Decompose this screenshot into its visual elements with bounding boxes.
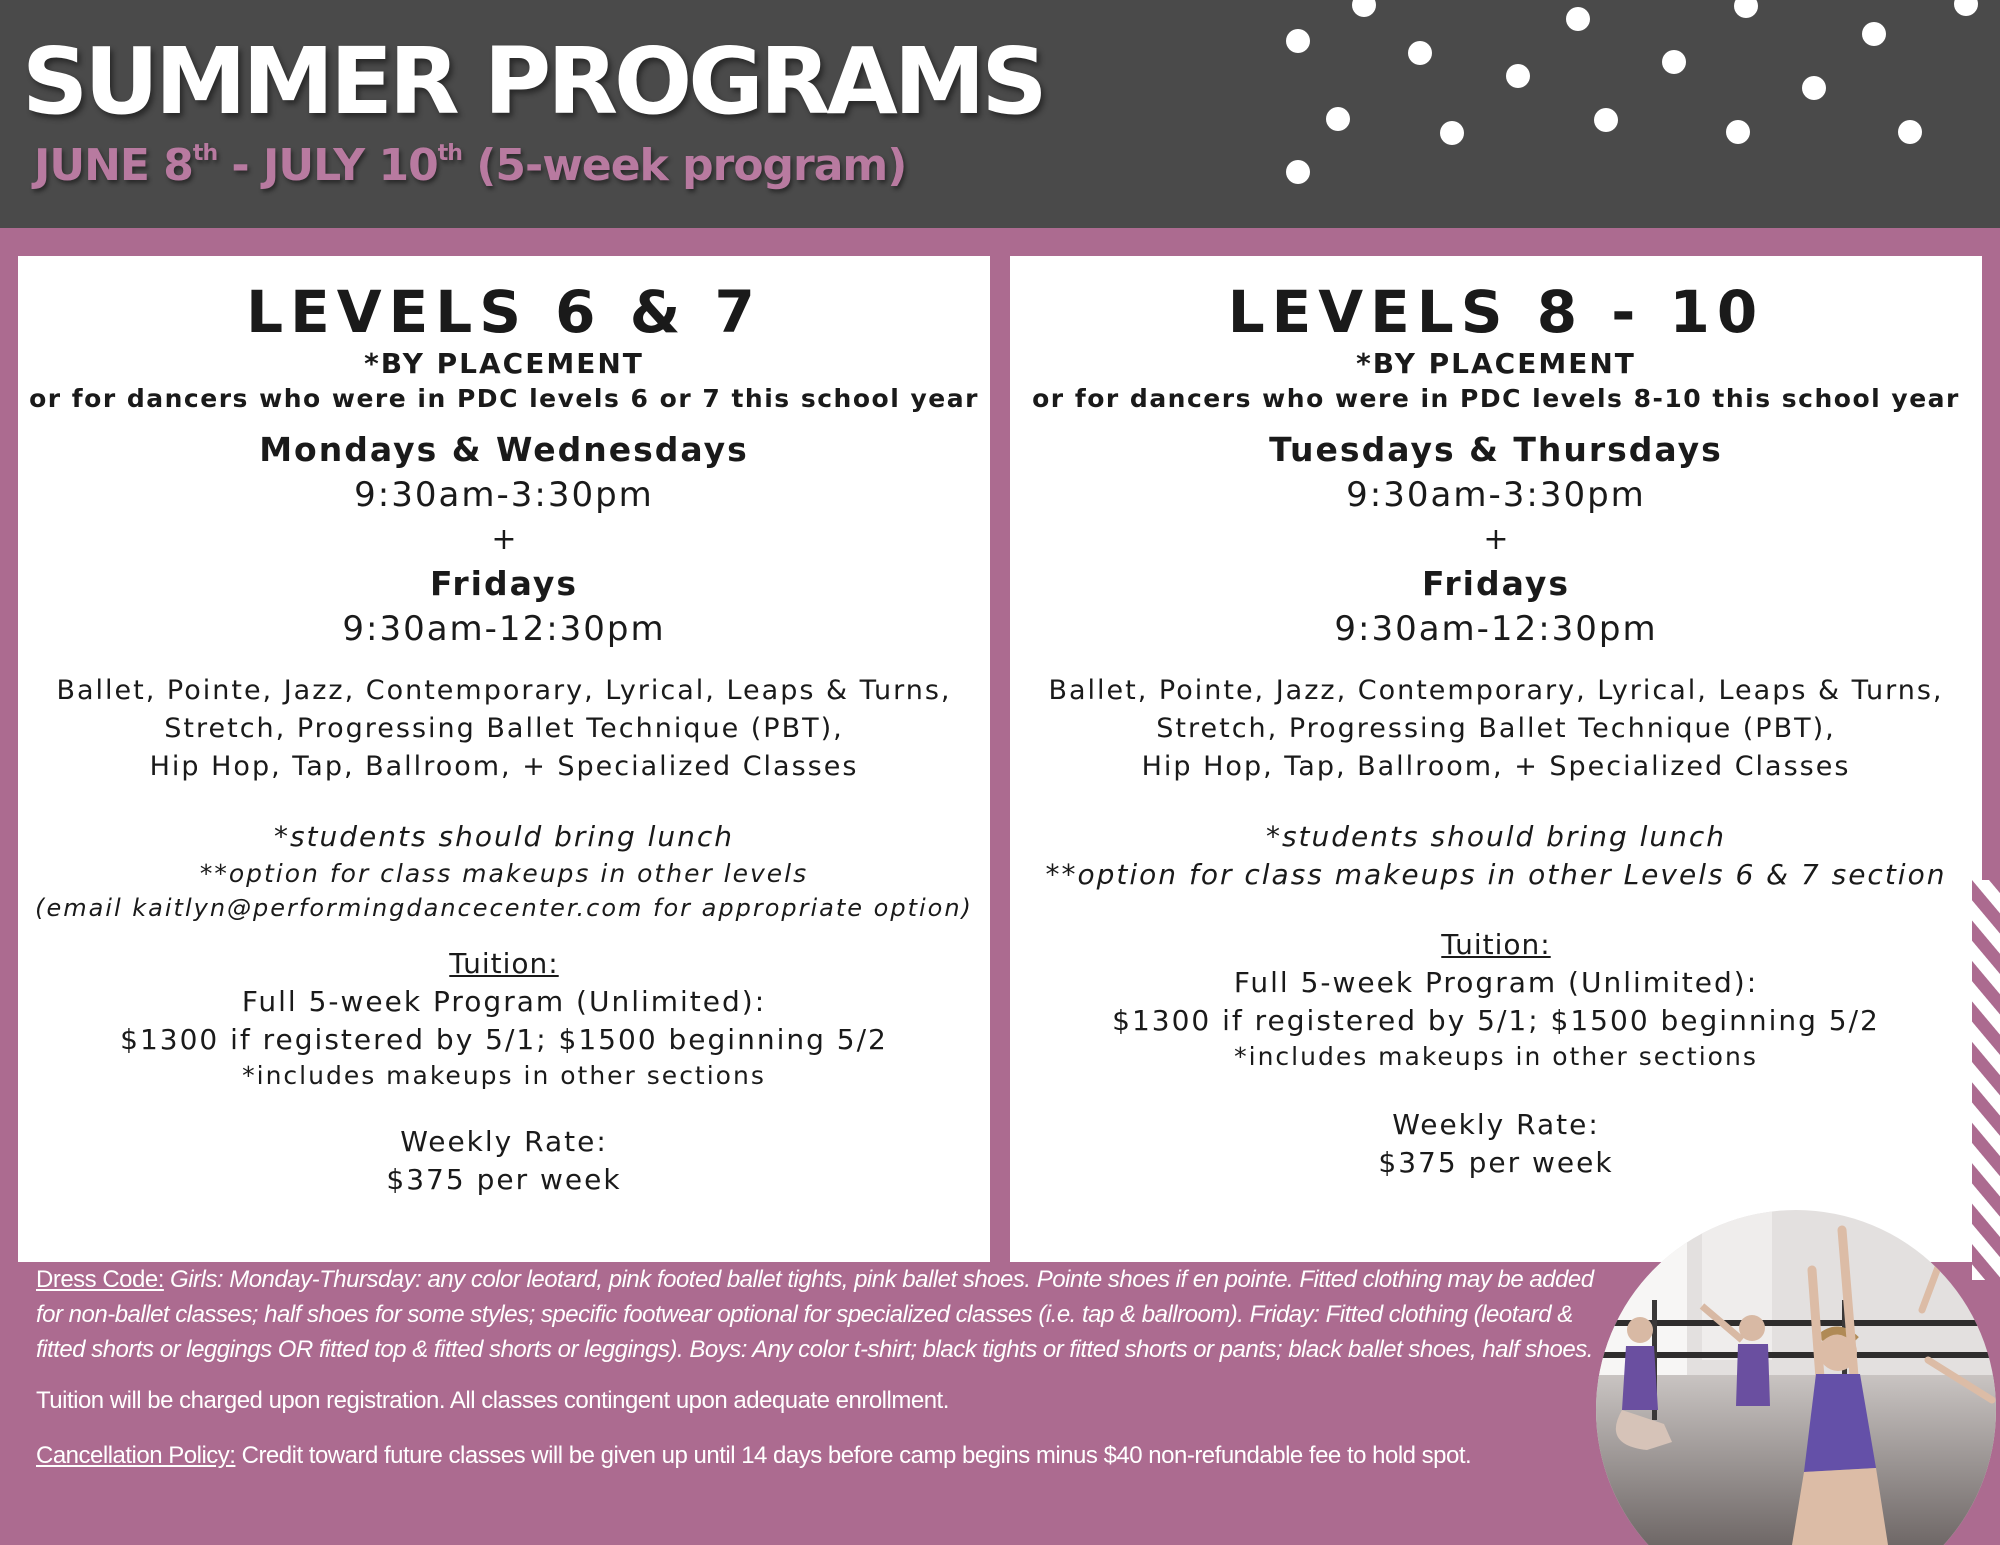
start-date-suffix: th	[192, 141, 218, 166]
weekday-time: 9:30am-3:30pm	[1346, 475, 1646, 515]
tuition-price: $1300 if registered by 5/1; $1500 beginning 5/2	[120, 1023, 888, 1056]
placement-note: *BY PLACEMENT	[364, 347, 644, 380]
tuition-note: *includes makeups in other sections	[1234, 1042, 1758, 1071]
start-date: JUNE 8	[34, 140, 193, 191]
friday-time: 9:30am-12:30pm	[342, 609, 666, 649]
levels-6-7-card	[18, 256, 990, 1262]
header-banner	[0, 0, 2000, 228]
end-date: JULY 10	[263, 140, 438, 191]
makeup-note: **option for class makeups in other Levels 6 & 7 section	[1045, 858, 1947, 891]
friday-schedule: Fridays	[429, 564, 579, 603]
cancellation-text: Credit toward future classes will be given up until 14 days before camp begins minus $40 non-refundable fee to hold spot.	[235, 1442, 1472, 1469]
class-list-line: Ballet, Pointe, Jazz, Contemporary, Lyrical, Leaps & Turns,	[1048, 675, 1944, 706]
weekly-rate-price: $375 per week	[1378, 1146, 1614, 1179]
email-note: (email kaitlyn@performingdancecenter.com for appropriate option)	[35, 894, 973, 922]
class-list-line: Stretch, Progressing Ballet Technique (PBT),	[164, 713, 844, 744]
tuition-program: Full 5-week Program (Unlimited):	[1233, 966, 1759, 999]
class-list-line: Ballet, Pointe, Jazz, Contemporary, Lyrical, Leaps & Turns,	[56, 675, 952, 706]
page-title: SUMMER PROGRAMS	[22, 28, 1044, 135]
weekday-schedule: Tuesdays & Thursdays	[1269, 430, 1723, 469]
placement-note: *BY PLACEMENT	[1356, 347, 1636, 380]
plus-sign: +	[491, 522, 517, 557]
class-list-line: Stretch, Progressing Ballet Technique (PBT),	[1156, 713, 1836, 744]
friday-schedule: Fridays	[1421, 564, 1571, 603]
plus-sign: +	[1483, 522, 1509, 557]
friday-time: 9:30am-12:30pm	[1334, 609, 1658, 649]
weekday-time: 9:30am-3:30pm	[354, 475, 654, 515]
date-separator: -	[217, 140, 264, 191]
tuition-heading: Tuition:	[1441, 928, 1551, 961]
makeup-note: **option for class makeups in other levels	[199, 859, 809, 888]
class-list-line: Hip Hop, Tap, Ballroom, + Specialized Classes	[149, 751, 859, 782]
dress-code	[36, 1262, 1596, 1367]
lunch-note: *students should bring lunch	[1265, 820, 1727, 853]
tuition-policy: Tuition will be charged upon registration. All classes contingent upon adequate enrollment.	[36, 1387, 949, 1414]
policy-footer	[36, 1262, 1596, 1473]
weekly-rate-price: $375 per week	[386, 1163, 622, 1196]
polka-dot-decoration	[0, 0, 2000, 228]
eligibility-note: or for dancers who were in PDC levels 6 or 7 this school year	[29, 384, 979, 413]
class-list	[18, 672, 990, 786]
weekday-schedule: Mondays & Wednesdays	[259, 430, 749, 469]
level-title: LEVELS 6 & 7	[246, 278, 762, 346]
eligibility-note: or for dancers who were in PDC levels 8-10 this school year	[1032, 384, 1960, 413]
class-list-line: Hip Hop, Tap, Ballroom, + Specialized Classes	[1141, 751, 1851, 782]
dress-code-text: Girls: Monday-Thursday: any color leotard, pink footed ballet tights, pink ballet shoes. Pointe shoes if en pointe. Fitted clothing may be added for non-ballet classes; half shoes for some styles; specific footwear optional for specialized classes (i.e. tap & ballroom). Friday: Fitted clothing (leotard & fitted shorts or leggings OR fitted top & fitted shorts or leggings). Boys: Any color t-shirt; black tights or fitted shorts or pants; black ballet shoes, half shoes.	[36, 1266, 1594, 1363]
tuition-section	[18, 945, 990, 1093]
tuition-note: *includes makeups in other sections	[242, 1061, 766, 1090]
level-title: LEVELS 8 - 10	[1227, 278, 1765, 346]
tuition-program: Full 5-week Program (Unlimited):	[241, 985, 767, 1018]
weekly-rate-label: Weekly Rate:	[1392, 1108, 1600, 1141]
weekly-rate-label: Weekly Rate:	[400, 1125, 608, 1158]
levels-8-10-card	[1010, 256, 1982, 1262]
program-length: (5-week program)	[461, 140, 907, 191]
cancellation-policy	[36, 1438, 1596, 1473]
class-list	[1010, 672, 1982, 786]
lunch-note: *students should bring lunch	[273, 820, 735, 853]
end-date-suffix: th	[437, 141, 462, 166]
tuition-section	[1010, 926, 1982, 1074]
cancellation-label: Cancellation Policy:	[36, 1442, 236, 1469]
tuition-price: $1300 if registered by 5/1; $1500 beginning 5/2	[1112, 1004, 1880, 1037]
weekly-rate-section	[1010, 1106, 1982, 1182]
dress-code-label: Dress Code:	[36, 1266, 164, 1293]
dancer-photo	[1592, 1210, 2000, 1545]
tuition-heading: Tuition:	[449, 947, 559, 980]
weekly-rate-section	[18, 1123, 990, 1199]
